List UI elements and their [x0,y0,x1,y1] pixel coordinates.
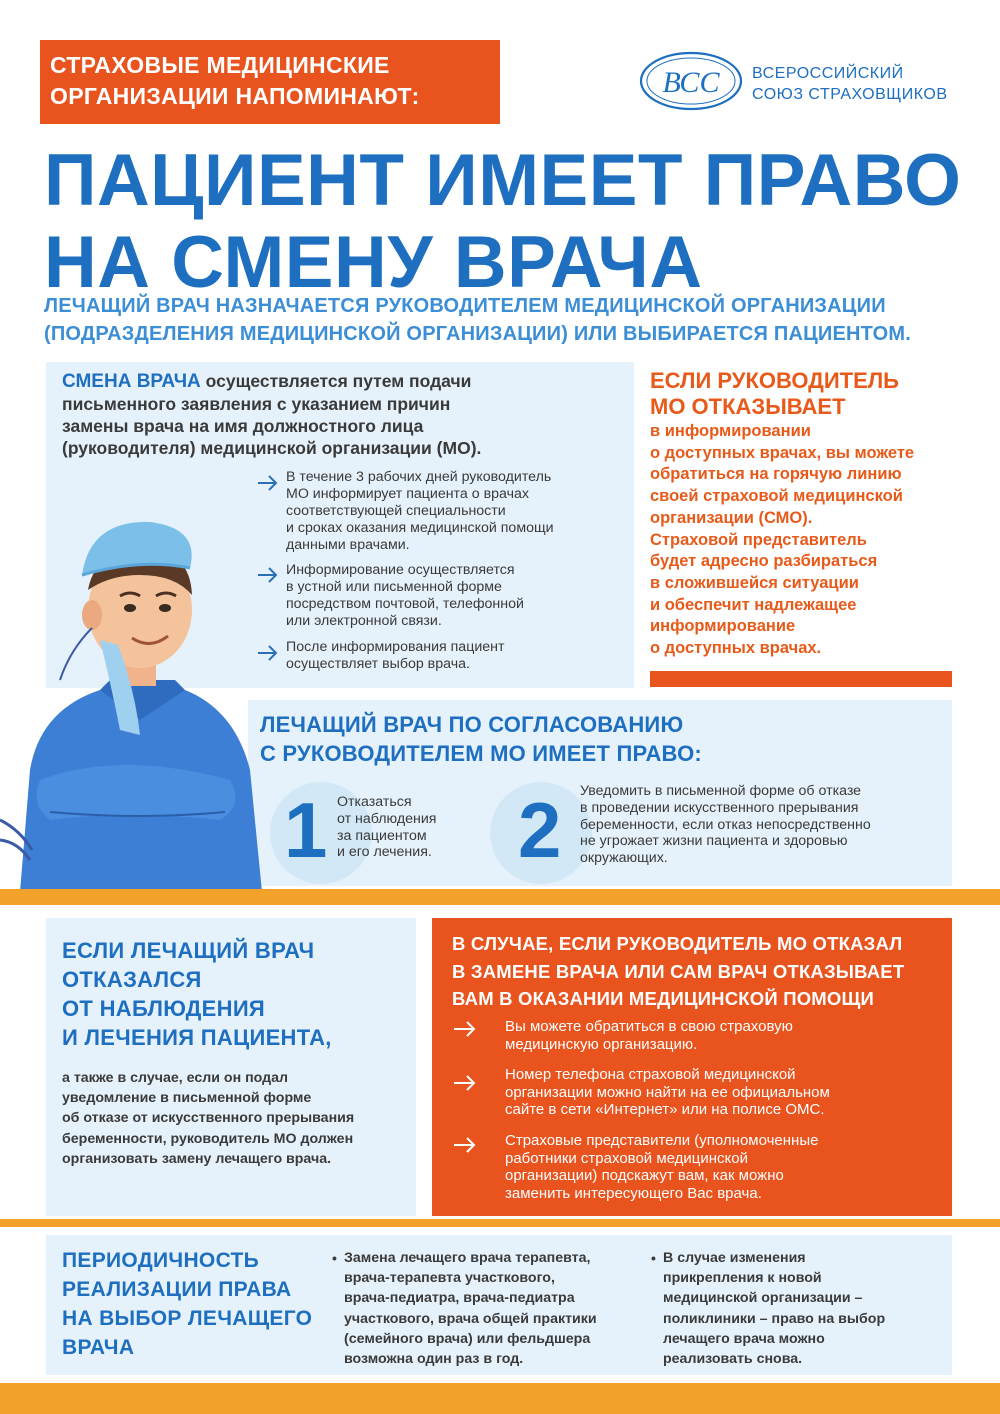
right-2-line: не угрожает жизни пациента и здоровью [580,833,848,850]
vss-logo-text [752,63,948,105]
refusal-line: информирование [650,617,796,636]
right-item-1 [337,794,436,861]
if-refused-item-line: организации можно найти на ее официальном [505,1083,830,1101]
periodicity-col2-line: В случае изменения [663,1250,806,1266]
if-refused-item-1 [505,1018,925,1053]
doctor-illustration [0,520,262,892]
refusal-line: в информировании [650,422,811,440]
doctor-rights-heading [260,710,860,768]
title-line-1: ПАЦИЕНТ ИМЕЕТ ПРАВО [44,140,962,221]
step-1-line-1: В течение 3 рабочих дней руководитель [286,469,552,485]
right-1-line: Отказаться [337,794,412,810]
periodicity-heading-line: РЕАЛИЗАЦИИ ПРАВА [62,1278,292,1301]
if-refused-item-line: Вы можете обратиться в свою страховую [505,1018,793,1035]
vss-logo-emblem [638,50,744,112]
right-number-2: 2 [518,786,562,874]
if-refused-heading [452,930,942,1013]
logo-line-1: ВСЕРОССИЙСКИЙ [752,65,904,82]
refusal-line: будет адресно разбираться [650,552,878,571]
step-2-line-2: в устной или письменной форме [286,579,502,595]
change-doctor-line-3: замены врача на имя должностного лица [62,416,424,436]
refused-heading-line: ОТКАЗАЛСЯ [62,967,202,992]
step-3-line-2: осуществляет выбор врача. [286,656,470,672]
if-refused-item-line: организации) подскажут вам, как можно [505,1167,784,1185]
arrow-right-icon [452,1020,478,1038]
refused-body-line: организовать замену лечащего врача. [62,1150,332,1167]
refused-heading-line: ЕСЛИ ЛЕЧАЩИЙ ВРАЧ [62,938,315,963]
refused-body-line: уведомление в письменной форме [62,1090,312,1107]
refusal-line: своей страховой медицинской [650,487,903,506]
title-line-2: НА СМЕНУ ВРАЧА [44,222,703,303]
divider-band [0,1219,1000,1227]
reminder-banner-text [50,50,490,112]
periodicity-col1-line: Замена лечащего врача терапевта, [344,1250,591,1266]
periodicity-col2-line: медицинской организации – [663,1290,863,1307]
right-2-line: окружающих. [580,850,668,867]
arrow-right-icon [452,1136,478,1154]
page-title [44,140,974,304]
refused-body-line: а также в случае, если он подал [62,1070,289,1086]
rights-heading-line-2: С РУКОВОДИТЕЛЕМ МО ИМЕЕТ ПРАВО: [260,741,702,766]
step-3-line-1: После информирования пациент [286,639,505,655]
change-step-1 [286,469,616,554]
change-doctor-line-1: осуществляется путем подачи [205,371,472,391]
periodicity-col2-line: лечащего врача можно [663,1330,825,1347]
refusal-line: и обеспечит надлежащее [650,595,857,614]
change-doctor-lead: СМЕНА ВРАЧА [62,371,201,392]
logo-line-2: СОЮЗ СТРАХОВЩИКОВ [752,86,948,103]
periodicity-col2-line: реализовать снова. [663,1351,803,1368]
doctor-refused-body [62,1068,402,1169]
refusal-manager-heading [650,368,980,420]
step-1-line-5: данными врачами. [286,537,410,553]
refused-body-line: об отказе от искусственного прерывания [62,1110,355,1127]
periodicity-col-1 [344,1248,644,1369]
subtitle-line-1: ЛЕЧАЩИЙ ВРАЧ НАЗНАЧАЕТСЯ РУКОВОДИТЕЛЕМ МЕДИЦИНСКОЙ ОРГАНИЗАЦИИ [44,295,886,317]
right-2-line: в проведении искусственного прерывания [580,799,859,816]
if-refused-item-line: сайте в сети «Интернет» или на полисе ОМС. [505,1101,825,1119]
step-2-line-3: посредством почтовой, телефонной [286,596,524,612]
step-1-line-2: МО информирует пациента о врачах [286,486,529,502]
if-refused-item-line: Страховые представители (уполномоченные [505,1132,819,1149]
periodicity-col1-line: врача-педиатра, врача-педиатра [344,1290,575,1307]
if-refused-item-line: медицинскую организацию. [505,1035,698,1053]
right-number-1: 1 [284,786,328,874]
change-doctor-line-4: (руководителя) медицинской организации (МО). [62,438,482,458]
periodicity-col-2 [663,1248,943,1369]
periodicity-col2-line: поликлиники – право на выбор [663,1310,886,1327]
change-step-2 [286,562,616,630]
if-refused-heading-line: ВАМ В ОКАЗАНИИ МЕДИЦИНСКОЙ ПОМОЩИ [452,988,875,1009]
if-refused-item-line: заменить интересующего Вас врача. [505,1184,762,1202]
logo-monogram: ВСС [662,66,720,99]
if-refused-heading-line: В СЛУЧАЕ, ЕСЛИ РУКОВОДИТЕЛЬ МО ОТКАЗАЛ [452,933,903,954]
refusal-line: обратиться на горячую линию [650,465,902,484]
periodicity-col1-line: (семейного врача) или фельдшера [344,1330,591,1347]
periodicity-col2-line: прикрепления к новой [663,1270,822,1287]
refusal-line: организации (СМО). [650,508,813,527]
reminder-line-1: СТРАХОВЫЕ МЕДИЦИНСКИЕ [50,52,390,78]
footer-band [0,1383,1000,1414]
if-refused-item-line: работники страховой медицинской [505,1149,749,1167]
refusal-accent-bar [650,671,952,687]
if-refused-item-3 [505,1132,925,1202]
refused-body-line: беременности, руководитель МО должен [62,1130,354,1147]
periodicity-col1-line: возможна один раз в год. [344,1351,524,1368]
change-doctor-intro [62,370,622,459]
arrow-right-icon [452,1074,478,1092]
change-doctor-line-2: письменного заявления с указанием причин [62,394,451,414]
bullet-dot: • [651,1250,656,1266]
if-refused-item-line: Номер телефона страховой медицинской [505,1066,796,1083]
bullet-dot: • [332,1250,337,1266]
right-2-line: беременности, если отказ непосредственно [580,816,871,833]
refused-heading-line: ОТ НАБЛЮДЕНИЯ [62,996,266,1021]
subtitle-line-2: (ПОДРАЗДЕЛЕНИЯ МЕДИЦИНСКОЙ ОРГАНИЗАЦИИ) ИЛИ ВЫБИРАЕТСЯ ПАЦИЕНТОМ. [44,323,911,345]
divider-band [0,889,1000,905]
refusal-line: о доступных врачах. [650,639,822,658]
if-refused-item-2 [505,1066,925,1119]
step-1-line-4: и сроках оказания медицинской помощи [286,520,554,536]
reminder-line-2: ОРГАНИЗАЦИИ НАПОМИНАЮТ: [50,83,420,109]
right-1-line: за пациентом [337,827,427,844]
right-2-line: Уведомить в письменной форме об отказе [580,783,862,799]
periodicity-heading [62,1246,342,1362]
page-subtitle [44,292,974,348]
periodicity-heading-line: НА ВЫБОР ЛЕЧАЩЕГО [62,1307,313,1330]
step-1-line-3: соответствующей специальности [286,503,506,519]
refusal-line: о доступных врачах, вы можете [650,443,915,462]
right-item-2 [580,783,871,867]
refusal-line: в сложившейся ситуации [650,573,859,592]
refusal-heading-line-1: ЕСЛИ РУКОВОДИТЕЛЬ [650,368,899,393]
refused-heading-line: И ЛЕЧЕНИЯ ПАЦИЕНТА, [62,1025,332,1050]
refusal-line: Страховой представитель [650,530,867,549]
doctor-refused-heading [62,936,402,1052]
change-step-3 [286,639,616,673]
periodicity-heading-line: ВРАЧА [62,1336,135,1359]
arrow-right-icon [256,474,280,492]
if-refused-heading-line: В ЗАМЕНЕ ВРАЧА ИЛИ САМ ВРАЧ ОТКАЗЫВАЕТ [452,960,905,982]
rights-heading-line-1: ЛЕЧАЩИЙ ВРАЧ ПО СОГЛАСОВАНИЮ [260,712,684,737]
right-1-line: и его лечения. [337,844,432,861]
periodicity-heading-line: ПЕРИОДИЧНОСТЬ [62,1249,260,1272]
periodicity-col1-line: участкового, врача общей практики [344,1310,597,1327]
refusal-heading-line-2: МО ОТКАЗЫВАЕТ [650,394,846,419]
step-2-line-1: Информирование осуществляется [286,562,515,578]
refusal-manager-body [650,421,970,660]
periodicity-col1-line: врача-терапевта участкового, [344,1270,555,1287]
right-1-line: от наблюдения [337,810,437,827]
step-2-line-4: или электронной связи. [286,613,442,629]
